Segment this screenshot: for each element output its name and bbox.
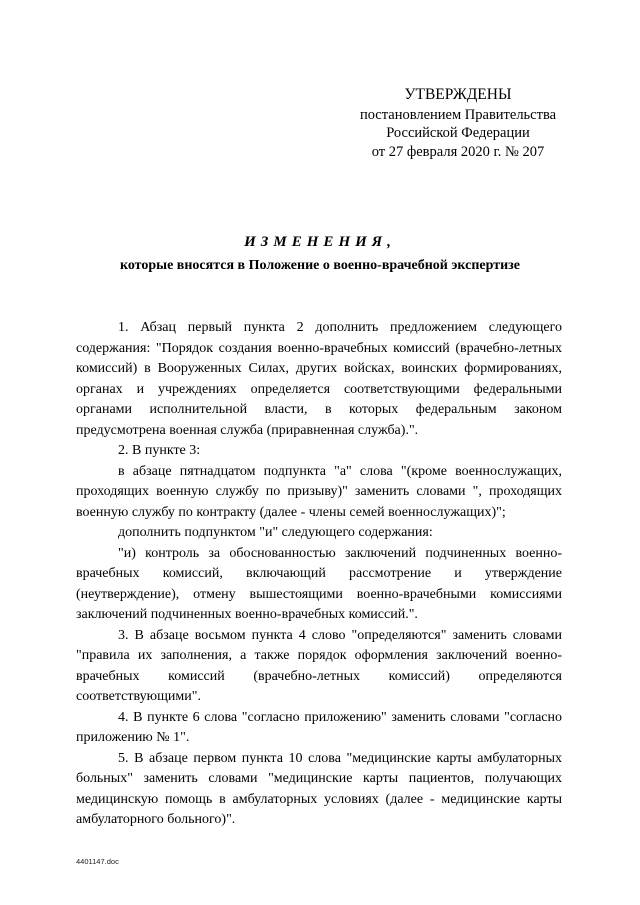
approval-heading: УТВЕРЖДЕНЫ [404, 86, 512, 103]
paragraph: дополнить подпунктом "и" следующего содержания: [118, 525, 433, 540]
paragraph: 3. В абзаце восьмом пункта 4 слово "определяются" заменить словами "правила их заполнения, а также порядок оформления заключений военно-врачебных комиссий (врачебно-летных комиссий) определяются соответствующими". [76, 627, 562, 704]
document-body [76, 318, 562, 831]
document-title: ИЗМЕНЕНИЯ, [244, 234, 396, 250]
paragraph: 4. В пункте 6 слова "согласно приложению" заменить словами "согласно приложению № 1". [76, 709, 562, 745]
approval-line-2: Российской Федерации [386, 125, 530, 141]
approval-stamp [340, 86, 576, 161]
paragraph: в абзаце пятнадцатом подпункта "а" слова "(кроме военнослужащих, проходящих военную службу по призыву)" заменить словами ", проходящих военную службу по контракту (далее - члены семей военнослужащих)"; [76, 463, 562, 520]
approval-line-1: постановлением Правительства [359, 106, 557, 123]
paragraph: 2. В пункте 3: [118, 443, 201, 458]
file-name-footer: 4401147.doc [76, 857, 119, 866]
paragraph: "и) контроль за обоснованностью заключений подчиненных военно-врачебных комиссий, включающий рассмотрение и утверждение (неутверждение), отмену вышестоящими военно-врачебными комиссиями заключений подчиненных военно-врачебных комиссий.". [76, 545, 562, 622]
paragraph: 5. В абзаце первом пункта 10 слова "медицинские карты амбулаторных больных" заменить словами "медицинские карты пациентов, получающих медицинскую помощь в амбулаторных условиях (далее - медицинские карты амбулаторного больного)". [76, 750, 562, 827]
approval-line-3: от 27 февраля 2020 г. № 207 [371, 143, 545, 160]
paragraph: 1. Абзац первый пункта 2 дополнить предложением следующего содержания: "Порядок создания военно-врачебных комиссий (врачебно-летных комиссий) в Вооруженных Силах, других войсках, воинских формированиях, органах и учреждениях определяется соответствующими федеральными органами исполнительной власти, в которых федеральным законом предусмотрена военная служба (приравненная служба).". [76, 320, 562, 438]
document-subtitle: которые вносятся в Положение о военно-врачебной экспертизе [119, 258, 521, 273]
